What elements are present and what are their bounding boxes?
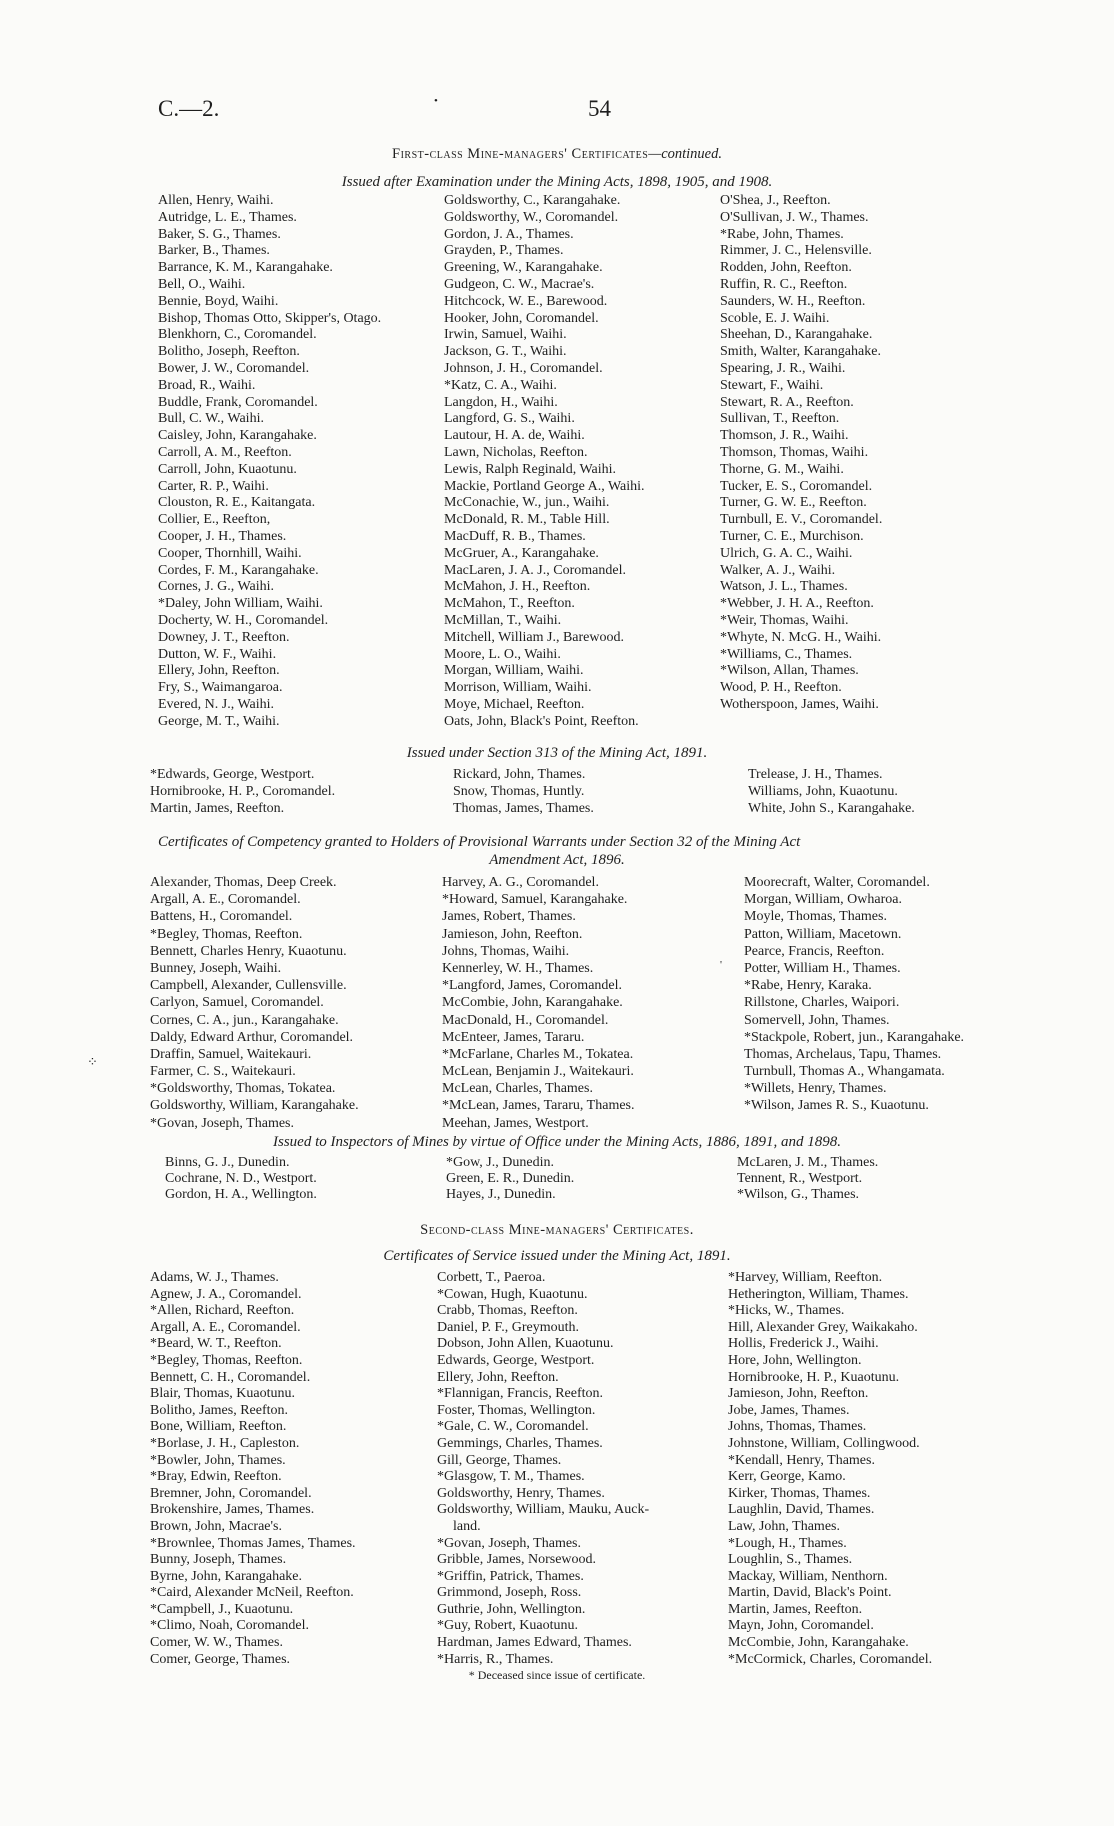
section-2-column-2 [453, 766, 594, 817]
ink-speck: ' [720, 959, 722, 971]
list-item: MacDuff, R. B., Thames. [444, 528, 586, 544]
section-2-column-3 [748, 766, 915, 817]
list-item: Trelease, J. H., Thames. [748, 767, 883, 782]
list-item: Scoble, E. J. Waihi. [720, 310, 830, 326]
list-item: *Borlase, J. H., Capleston. [150, 1435, 300, 1451]
list-item: Snow, Thomas, Huntly. [453, 784, 585, 800]
list-item: *Stackpole, Robert, jun., Karangahake. [744, 1029, 965, 1045]
list-item: Thomas, James, Thames. [453, 801, 594, 817]
list-item: Cordes, F. M., Karangahake. [158, 562, 319, 578]
list-item: Agnew, J. A., Coromandel. [150, 1286, 302, 1302]
list-item: *Beard, W. T., Reefton. [150, 1336, 282, 1352]
list-item: *Harvey, William, Reefton. [728, 1270, 883, 1285]
list-item: Bishop, Thomas Otto, Skipper's, Otago. [158, 310, 382, 326]
list-item: Barrance, K. M., Karangahake. [158, 260, 333, 276]
list-item: *Campbell, J., Kuaotunu. [150, 1601, 294, 1617]
list-item: Irwin, Samuel, Waihi. [444, 327, 567, 343]
list-item: Cochrane, N. D., Westport. [165, 1171, 317, 1187]
list-item: Watson, J. L., Thames. [720, 579, 848, 595]
list-item: Lautour, H. A. de, Waihi. [444, 428, 585, 444]
list-item: *Rabe, John, Thames. [720, 226, 844, 242]
list-item: *Begley, Thomas, Reefton. [150, 926, 303, 942]
list-item: Hooker, John, Coromandel. [444, 310, 599, 326]
list-item: *Flannigan, Francis, Reefton. [437, 1386, 604, 1402]
list-item: Bennett, C. H., Coromandel. [150, 1369, 311, 1385]
list-item: *Edwards, George, Westport. [150, 767, 315, 782]
list-item: Saunders, W. H., Reefton. [720, 293, 866, 309]
list-item: Bull, C. W., Waihi. [158, 411, 264, 427]
list-item: Blair, Thomas, Kuaotunu. [150, 1386, 295, 1402]
list-item: Cooper, Thornhill, Waihi. [158, 545, 302, 561]
list-item: Bell, O., Waihi. [158, 276, 246, 292]
list-item: Hore, John, Wellington. [728, 1352, 862, 1368]
list-item: O'Shea, J., Reefton. [720, 193, 831, 208]
continued-label: —continued. [648, 146, 722, 162]
list-item: Rickard, John, Thames. [453, 767, 586, 782]
list-item: Sheehan, D., Karangahake. [720, 327, 873, 343]
list-item: Autridge, L. E., Thames. [158, 209, 297, 225]
list-item: Adams, W. J., Thames. [150, 1270, 279, 1285]
list-item: Loughlin, S., Thames. [728, 1552, 853, 1568]
list-item: Argall, A. E., Coromandel. [150, 1319, 301, 1335]
list-item: McMillan, T., Waihi. [444, 612, 562, 628]
list-item: *McLean, James, Tararu, Thames. [442, 1098, 635, 1114]
section-3-column-2 [442, 874, 635, 1132]
list-item: *Griffin, Patrick, Thames. [437, 1568, 584, 1584]
list-item: Potter, William H., Thames. [744, 960, 901, 976]
list-item: Rillstone, Charles, Waipori. [744, 995, 900, 1011]
list-item: Foster, Thomas, Wellington. [437, 1402, 596, 1418]
list-item: Carter, R. P., Waihi. [158, 478, 269, 494]
list-item: Sullivan, T., Reefton. [720, 411, 840, 427]
list-item: *Hicks, W., Thames. [728, 1303, 845, 1319]
list-item: Gordon, H. A., Wellington. [165, 1187, 317, 1203]
list-item: Thorne, G. M., Waihi. [720, 461, 844, 477]
list-item: Guthrie, John, Wellington. [437, 1601, 586, 1617]
list-item: Mitchell, William J., Barewood. [444, 629, 624, 645]
list-item: Brown, John, Macrae's. [150, 1518, 282, 1534]
list-item: Carroll, A. M., Reefton. [158, 444, 292, 460]
second-class-title-text: Second-class Mine-managers' Certificates. [420, 1222, 694, 1238]
list-item: Wotherspoon, James, Waihi. [720, 696, 879, 712]
list-item: *Cowan, Hugh, Kuaotunu. [437, 1286, 588, 1302]
section-1-column-3 [720, 193, 882, 714]
list-item: Daldy, Edward Arthur, Coromandel. [150, 1029, 354, 1045]
list-item: Gribble, James, Norsewood. [437, 1552, 597, 1568]
list-item: *Weir, Thomas, Waihi. [720, 612, 849, 628]
ink-speck: ⁘ [87, 1054, 98, 1069]
list-item: *Williams, C., Thames. [720, 646, 853, 662]
list-item: *Willets, Henry, Thames. [744, 1081, 887, 1097]
list-item: Buddle, Frank, Coromandel. [158, 394, 318, 410]
list-item: Alexander, Thomas, Deep Creek. [150, 875, 337, 890]
list-item: Bennett, Charles Henry, Kuaotunu. [150, 943, 347, 959]
list-item: George, M. T., Waihi. [158, 713, 280, 729]
list-item: Evered, N. J., Waihi. [158, 696, 275, 712]
list-item: Binns, G. J., Dunedin. [165, 1155, 290, 1170]
section-3-column-1 [150, 874, 359, 1132]
section-3-column-3 [744, 874, 964, 1115]
section-5-column-3 [728, 1270, 932, 1668]
list-item: Moye, Michael, Reefton. [444, 696, 585, 712]
list-item: Stewart, R. A., Reefton. [720, 394, 854, 410]
list-item: Bremner, John, Coromandel. [150, 1485, 312, 1501]
page-reference: C.—2. [158, 96, 220, 121]
list-item: Johnstone, William, Collingwood. [728, 1435, 920, 1451]
list-item: Draffin, Samuel, Waitekauri. [150, 1046, 312, 1062]
list-item: MacLaren, J. A. J., Coromandel. [444, 562, 626, 578]
list-item: Comer, W. W., Thames. [150, 1635, 283, 1651]
list-item: James, Robert, Thames. [442, 909, 576, 925]
list-item: Bower, J. W., Coromandel. [158, 360, 310, 376]
list-item: Blenkhorn, C., Coromandel. [158, 327, 317, 343]
list-item: *Glasgow, T. M., Thames. [437, 1469, 585, 1485]
first-class-title [0, 146, 1114, 163]
list-item: Harvey, A. G., Coromandel. [442, 875, 599, 890]
list-item: Meehan, James, Westport. [442, 1115, 589, 1131]
list-item: Hetherington, William, Thames. [728, 1286, 909, 1302]
list-item: Goldsworthy, W., Coromandel. [444, 209, 619, 225]
list-item: Docherty, W. H., Coromandel. [158, 612, 329, 628]
list-item: *Langford, James, Coromandel. [442, 978, 623, 994]
section-2-heading: Issued under Section 313 of the Mining Act, 1891. [406, 745, 708, 761]
list-item: Goldsworthy, Henry, Thames. [437, 1485, 605, 1501]
list-item: MacDonald, H., Coromandel. [442, 1012, 609, 1028]
list-item: Carroll, John, Kuaotunu. [158, 461, 297, 477]
list-item: Mayn, John, Coromandel. [728, 1618, 874, 1634]
list-item: Turnbull, E. V., Coromandel. [720, 512, 883, 528]
list-item: Ellery, John, Reefton. [158, 663, 280, 679]
list-item: Ulrich, G. A. C., Waihi. [720, 545, 853, 561]
list-item: *Climo, Noah, Coromandel. [150, 1618, 310, 1634]
list-item: *Webber, J. H. A., Reefton. [720, 596, 874, 612]
list-item: Bone, William, Reefton. [150, 1419, 287, 1435]
list-item: Kirker, Thomas, Thames. [728, 1485, 871, 1501]
list-item: Martin, James, Reefton. [150, 801, 285, 817]
list-item: Hardman, James Edward, Thames. [437, 1635, 632, 1651]
list-item: *Rabe, Henry, Karaka. [744, 978, 872, 994]
list-item: Hayes, J., Dunedin. [446, 1187, 556, 1203]
list-item: Patton, William, Macetown. [744, 926, 902, 942]
list-item: *Harris, R., Thames. [437, 1651, 554, 1667]
list-item: Moore, L. O., Waihi. [444, 646, 561, 662]
list-item: Thomas, Archelaus, Tapu, Thames. [744, 1046, 942, 1062]
footnote: * Deceased since issue of certificate. [468, 1668, 646, 1682]
list-item: *Begley, Thomas, Reefton. [150, 1352, 303, 1368]
list-item: Johnson, J. H., Coromandel. [444, 360, 603, 376]
second-class-title [0, 1222, 1114, 1239]
list-item: Bunney, Joseph, Waihi. [150, 960, 282, 976]
list-item: Edwards, George, Westport. [437, 1352, 595, 1368]
list-item: Mackie, Portland George A., Waihi. [444, 478, 645, 494]
list-item: Bolitho, Joseph, Reefton. [158, 344, 300, 360]
list-item: Somervell, John, Thames. [744, 1012, 890, 1028]
list-item: Hollis, Frederick J., Waihi. [728, 1336, 879, 1352]
list-item: Bolitho, James, Reefton. [150, 1402, 289, 1418]
section-1-heading: Issued after Examination under the Mining Acts, 1898, 1905, and 1908. [341, 174, 773, 190]
list-item: Byrne, John, Karangahake. [150, 1568, 303, 1584]
list-item: Kerr, George, Kamo. [728, 1469, 846, 1485]
list-item: Jamieson, John, Reefton. [442, 926, 583, 942]
list-item: Morgan, William, Owharoa. [744, 892, 902, 908]
list-item: McCombie, John, Karangahake. [728, 1635, 909, 1651]
section-4-column-2 [446, 1155, 574, 1204]
list-item: *Brownlee, Thomas James, Thames. [150, 1535, 356, 1551]
list-item: Dobson, John Allen, Kuaotunu. [437, 1336, 614, 1352]
list-item: Battens, H., Coromandel. [150, 909, 293, 925]
list-item: Cornes, C. A., jun., Karangahake. [150, 1012, 339, 1028]
list-item: *Daley, John William, Waihi. [158, 596, 323, 612]
list-item: *Howard, Samuel, Karangahake. [442, 892, 628, 908]
list-item-continuation: land. [453, 1518, 481, 1534]
list-item: McCombie, John, Karangahake. [442, 995, 623, 1011]
list-item: McLaren, J. M., Thames. [737, 1155, 879, 1170]
list-item: Pearce, Francis, Reefton. [744, 943, 885, 959]
list-item: Rimmer, J. C., Helensville. [720, 243, 872, 259]
list-item: Rodden, John, Reefton. [720, 260, 852, 276]
list-item: Laughlin, David, Thames. [728, 1502, 875, 1518]
section-2-column-1 [150, 766, 335, 817]
list-item: Langford, G. S., Waihi. [444, 411, 575, 427]
list-item: Mackay, William, Nenthorn. [728, 1568, 888, 1584]
list-item: *Gow, J., Dunedin. [446, 1155, 554, 1170]
list-item: Lewis, Ralph Reginald, Waihi. [444, 461, 617, 477]
list-item: Hornibrooke, H. P., Kuaotunu. [728, 1369, 900, 1385]
list-item: Caisley, John, Karangahake. [158, 428, 317, 444]
list-item: *McFarlane, Charles M., Tokatea. [442, 1046, 634, 1062]
list-item: McMahon, J. H., Reefton. [444, 579, 591, 595]
list-item: Turner, G. W. E., Reefton. [720, 495, 867, 511]
list-item: Cornes, J. G., Waihi. [158, 579, 275, 595]
list-item: Kennerley, W. H., Thames. [442, 960, 594, 976]
list-item: Clouston, R. E., Kaitangata. [158, 495, 316, 511]
list-item: Grimmond, Joseph, Ross. [437, 1585, 582, 1601]
list-item: Collier, E., Reefton, [158, 512, 271, 528]
list-item: Stewart, F., Waihi. [720, 377, 824, 393]
list-item: Bunny, Joseph, Thames. [150, 1552, 287, 1568]
list-item: Ruffin, R. C., Reefton. [720, 276, 848, 292]
list-item: Broad, R., Waihi. [158, 377, 256, 393]
list-item: Bennie, Boyd, Waihi. [158, 293, 279, 309]
list-item: Goldsworthy, William, Mauku, Auck- [437, 1502, 650, 1518]
list-item: Williams, John, Kuaotunu. [748, 784, 898, 800]
page-number: 54 [588, 96, 611, 121]
list-item: *McCormick, Charles, Coromandel. [728, 1651, 933, 1667]
list-item: Hill, Alexander Grey, Waikakaho. [728, 1319, 918, 1335]
list-item: *Caird, Alexander McNeil, Reefton. [150, 1585, 354, 1601]
list-item: *Katz, C. A., Waihi. [444, 377, 557, 393]
list-item: *Lough, H., Thames. [728, 1535, 847, 1551]
list-item: Spearing, J. R., Waihi. [720, 360, 846, 376]
list-item: Campbell, Alexander, Cullensville. [150, 978, 347, 994]
list-item: *Govan, Joseph, Thames. [437, 1535, 581, 1551]
list-item: Fry, S., Waimangaroa. [158, 680, 283, 696]
list-item: Goldsworthy, William, Karangahake. [150, 1098, 359, 1114]
list-item: Ellery, John, Reefton. [437, 1369, 559, 1385]
list-item: *Gale, C. W., Coromandel. [437, 1419, 589, 1435]
list-item: Thomson, Thomas, Waihi. [720, 444, 869, 460]
list-item: Jamieson, John, Reefton. [728, 1386, 869, 1402]
section-5-column-2 [437, 1270, 649, 1668]
list-item: Cooper, J. H., Thames. [158, 528, 287, 544]
list-item: Goldsworthy, C., Karangahake. [444, 193, 621, 208]
list-item: Langdon, H., Waihi. [444, 394, 558, 410]
list-item: Argall, A. E., Coromandel. [150, 892, 301, 908]
list-item: Gordon, J. A., Thames. [444, 226, 574, 242]
list-item: Gudgeon, C. W., Macrae's. [444, 276, 595, 292]
list-item: Smith, Walter, Karangahake. [720, 344, 881, 360]
list-item: *Allen, Richard, Reefton. [150, 1303, 295, 1319]
section-4-column-3 [737, 1155, 878, 1204]
list-item: Law, John, Thames. [728, 1518, 840, 1534]
list-item: McEnteer, James, Tararu. [442, 1029, 585, 1045]
list-item: Jobe, James, Thames. [728, 1402, 850, 1418]
list-item: Corbett, T., Paeroa. [437, 1270, 546, 1285]
list-item: Greening, W., Karangahake. [444, 260, 603, 276]
section-5-heading: Certificates of Service issued under the Mining Act, 1891. [383, 1248, 731, 1264]
first-class-title-text: First-class Mine-managers' Certificates [392, 146, 649, 162]
list-item: White, John S., Karangahake. [748, 801, 915, 817]
list-item: Lawn, Nicholas, Reefton. [444, 444, 588, 460]
list-item: Farmer, C. S., Waitekauri. [150, 1064, 296, 1080]
list-item: Tennent, R., Westport. [737, 1171, 863, 1187]
list-item: McMahon, T., Reefton. [444, 596, 575, 612]
list-item: O'Sullivan, J. W., Thames. [720, 209, 869, 225]
list-item: Morrison, William, Waihi. [444, 680, 592, 696]
list-item: *Bowler, John, Thames. [150, 1452, 286, 1468]
list-item: Moyle, Thomas, Thames. [744, 909, 887, 925]
list-item: Brokenshire, James, Thames. [150, 1502, 315, 1518]
list-item: Moorecraft, Walter, Coromandel. [744, 875, 930, 890]
list-item: Gemmings, Charles, Thames. [437, 1435, 603, 1451]
list-item: McGruer, A., Karangahake. [444, 545, 599, 561]
section-4-heading: Issued to Inspectors of Mines by virtue of Office under the Mining Acts, 1886, 1891, and 1898. [273, 1134, 841, 1150]
list-item: *Wilson, Allan, Thames. [720, 663, 859, 679]
list-item: Johns, Thomas, Waihi. [442, 943, 570, 959]
section-3-heading-line-2: Amendment Act, 1896. [489, 852, 625, 868]
list-item: Crabb, Thomas, Reefton. [437, 1303, 578, 1319]
list-item: Morgan, William, Waihi. [444, 663, 584, 679]
list-item: *Bray, Edwin, Reefton. [150, 1469, 282, 1485]
list-item: *Govan, Joseph, Thames. [150, 1115, 294, 1131]
list-item: *Whyte, N. McG. H., Waihi. [720, 629, 882, 645]
list-item: Grayden, P., Thames. [444, 243, 564, 259]
list-item: Johns, Thomas, Thames. [728, 1419, 867, 1435]
list-item: *Kendall, Henry, Thames. [728, 1452, 875, 1468]
list-item: Downey, J. T., Reefton. [158, 629, 290, 645]
section-4-column-1 [165, 1155, 317, 1204]
list-item: *Wilson, James R. S., Kuaotunu. [744, 1098, 929, 1114]
list-item: Hitchcock, W. E., Barewood. [444, 293, 608, 309]
list-item: Comer, George, Thames. [150, 1651, 291, 1667]
list-item: Oats, John, Black's Point, Reefton. [444, 713, 639, 729]
list-item: *Goldsworthy, Thomas, Tokatea. [150, 1081, 336, 1097]
list-item: McLean, Benjamin J., Waitekauri. [442, 1064, 634, 1080]
list-item: Thomson, J. R., Waihi. [720, 428, 849, 444]
list-item: Green, E. R., Dunedin. [446, 1171, 575, 1187]
list-item: Allen, Henry, Waihi. [158, 193, 274, 208]
list-item: *Guy, Robert, Kuaotunu. [437, 1618, 579, 1634]
list-item: Gill, George, Thames. [437, 1452, 562, 1468]
list-item: Tucker, E. S., Coromandel. [720, 478, 873, 494]
list-item: Baker, S. G., Thames. [158, 226, 281, 242]
list-item: *Wilson, G., Thames. [737, 1187, 860, 1203]
list-item: Barker, B., Thames. [158, 243, 270, 259]
section-1-column-1 [158, 193, 381, 731]
list-item: Turner, C. E., Murchison. [720, 528, 864, 544]
list-item: McLean, Charles, Thames. [442, 1081, 593, 1097]
list-item: McConachie, W., jun., Waihi. [444, 495, 610, 511]
section-1-column-2 [444, 193, 645, 731]
section-3-heading-line-1: Certificates of Competency granted to Holders of Provisional Warrants under Section 32 of the Mining Act [158, 834, 801, 850]
list-item: Jackson, G. T., Waihi. [444, 344, 567, 360]
list-item: Turnbull, Thomas A., Whangamata. [744, 1064, 945, 1080]
section-5-column-1 [150, 1270, 356, 1668]
list-item: Martin, James, Reefton. [728, 1601, 863, 1617]
list-item: McDonald, R. M., Table Hill. [444, 512, 610, 528]
list-item: Dutton, W. F., Waihi. [158, 646, 277, 662]
list-item: Wood, P. H., Reefton. [720, 680, 842, 696]
ink-speck: • [434, 95, 438, 107]
list-item: Hornibrooke, H. P., Coromandel. [150, 784, 336, 800]
list-item: Daniel, P. F., Greymouth. [437, 1319, 579, 1335]
list-item: Carlyon, Samuel, Coromandel. [150, 995, 324, 1011]
list-item: Martin, David, Black's Point. [728, 1585, 892, 1601]
list-item: Walker, A. J., Waihi. [720, 562, 836, 578]
